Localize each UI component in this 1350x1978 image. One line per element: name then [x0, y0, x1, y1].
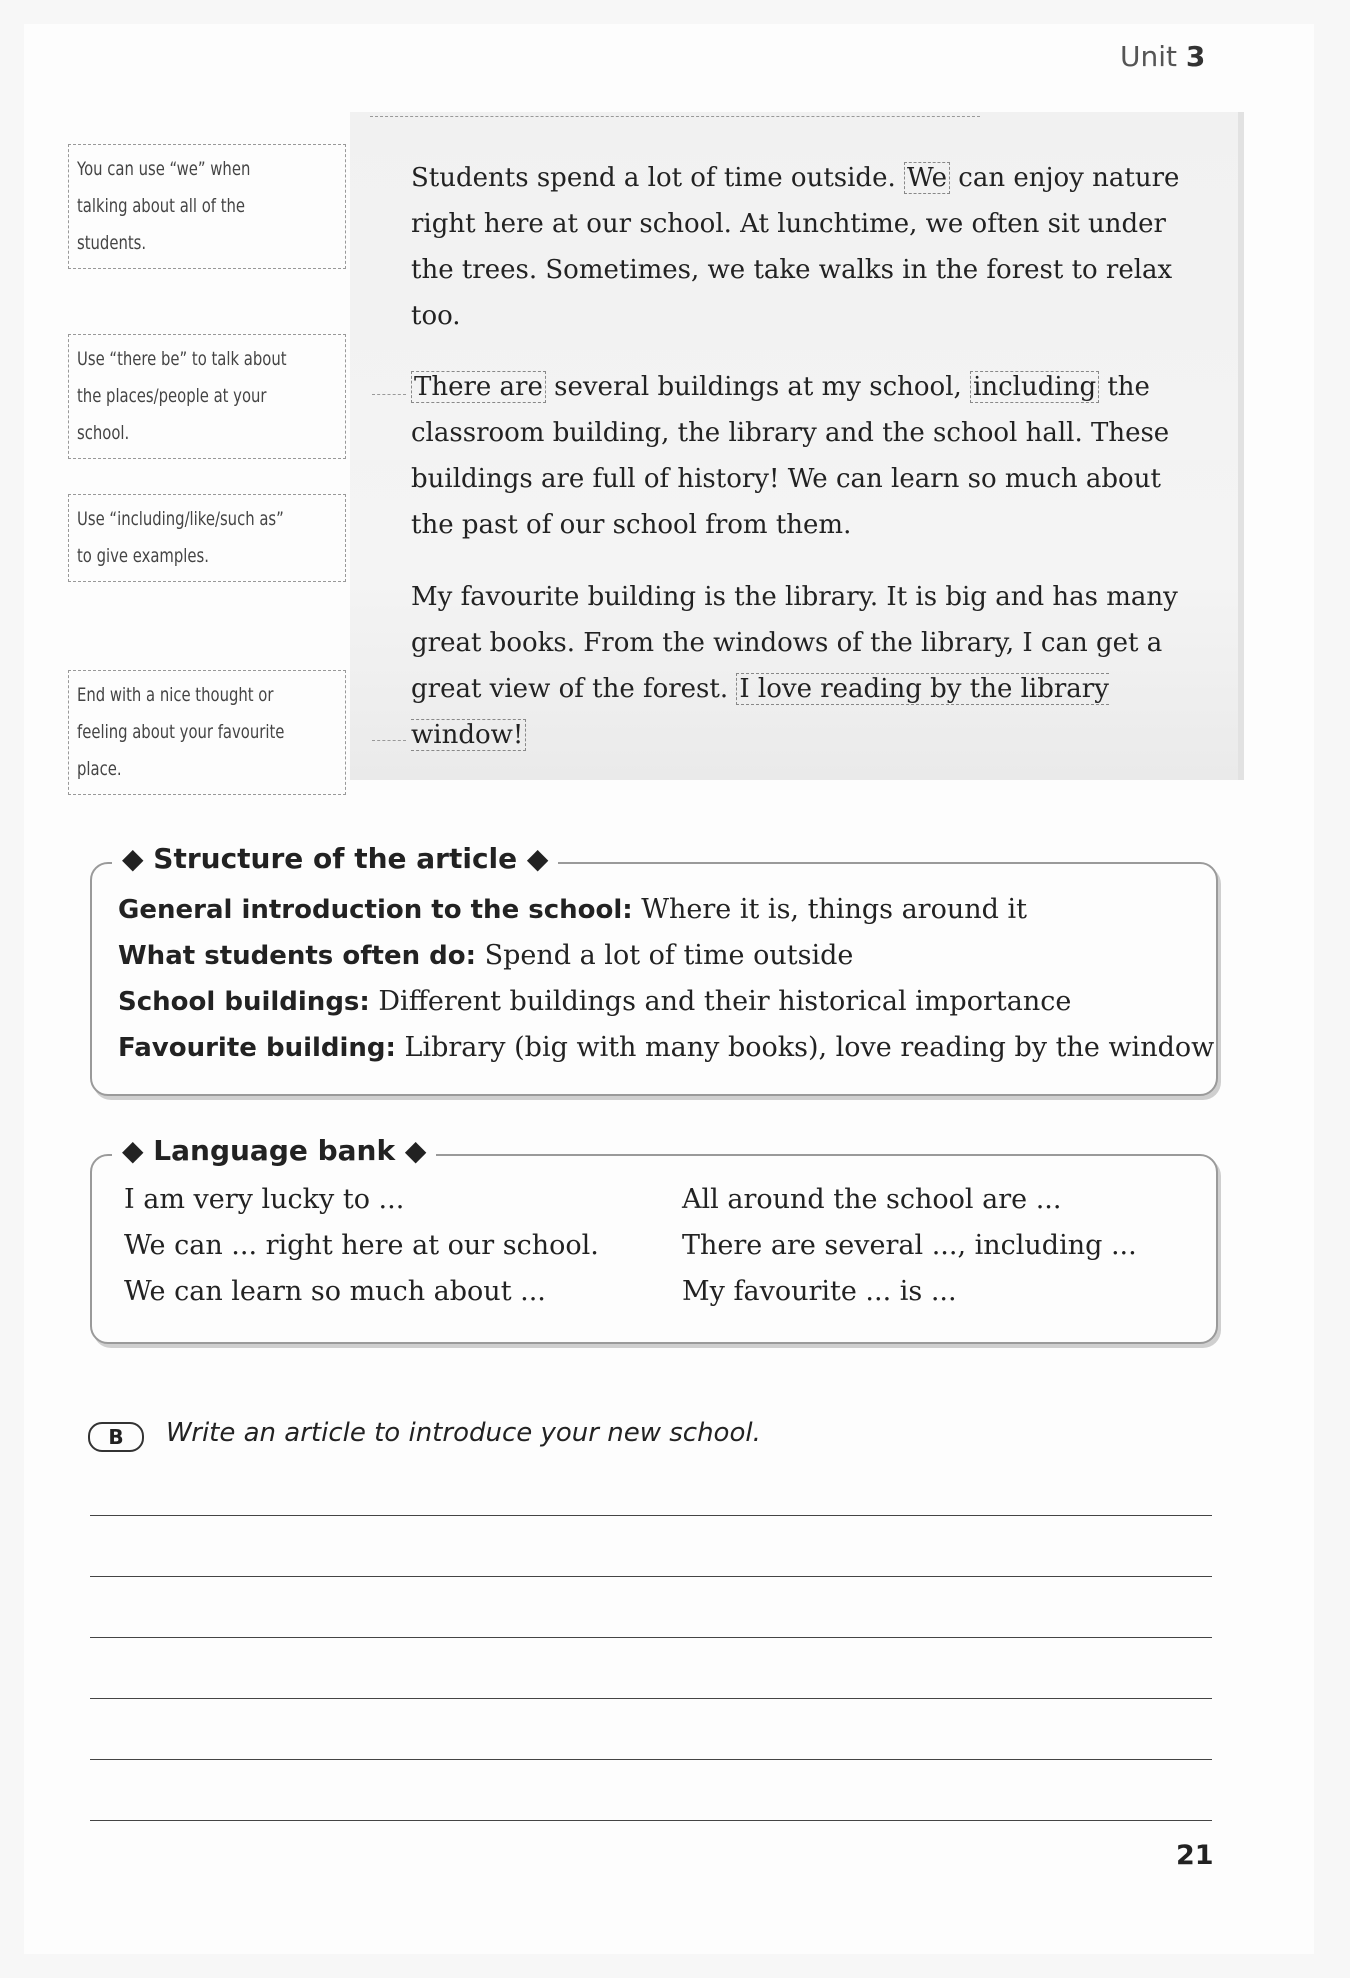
writing-line[interactable] — [90, 1637, 1212, 1638]
language-bank-phrase: We can learn so much about ... — [124, 1276, 546, 1307]
tip-box-we: You can use “we” when talking about all of the students. — [68, 144, 346, 269]
connector-line — [372, 394, 406, 395]
unit-label: Unit 3 — [1120, 40, 1206, 73]
structure-row: School buildings: Different buildings and their historical importance — [118, 986, 1072, 1017]
language-bank-box — [90, 1134, 1218, 1344]
structure-title: ◆ Structure of the article ◆ — [112, 842, 558, 875]
article-paragraph-2: There are several buildings at my school, including the classroom building, the library and the school hall. These buildings are full of history! We can learn so much about the past of our school from them. — [411, 372, 1170, 540]
writing-line[interactable] — [90, 1698, 1212, 1699]
page-number: 21 — [1176, 1840, 1214, 1871]
writing-line[interactable] — [90, 1515, 1212, 1516]
language-bank-phrase: All around the school are ... — [682, 1184, 1062, 1215]
language-bank-phrase: There are several ..., including ... — [682, 1230, 1137, 1261]
highlight-ending: I love reading by the library window! — [411, 674, 1109, 750]
structure-row: General introduction to the school: Where it is, things around it — [118, 894, 1027, 925]
writing-line[interactable] — [90, 1759, 1212, 1760]
task-b-badge: B — [88, 1422, 144, 1452]
language-bank-phrase: My favourite ... is ... — [682, 1276, 957, 1307]
writing-line[interactable] — [90, 1576, 1212, 1577]
structure-box — [90, 842, 1218, 1096]
article-paragraph-1: Students spend a lot of time outside. We can enjoy nature right here at our school. At lunchtime, we often sit under the trees. Sometimes, we take walks in the forest to relax too. — [411, 163, 1180, 331]
highlight-we: We — [904, 162, 950, 194]
language-bank-phrase: We can ... right here at our school. — [124, 1230, 599, 1261]
structure-row: What students often do: Spend a lot of time outside — [118, 940, 854, 971]
tip-box-ending: End with a nice thought or feeling about your favourite place. — [68, 670, 346, 795]
tip-box-including: Use “including/like/such as” to give examples. — [68, 494, 346, 582]
tip-box-there-be: Use “there be” to talk about the places/people at your school. — [68, 334, 346, 459]
structure-row: Favourite building: Library (big with many books), love reading by the window — [118, 1032, 1215, 1063]
language-bank-title: ◆ Language bank ◆ — [112, 1134, 436, 1167]
article-paragraph-3: My favourite building is the library. It is big and has many great books. From the windows of the library, I can get a great view of the forest. I love reading by the library window! — [411, 582, 1178, 750]
connector-line — [372, 740, 406, 741]
article-top-border — [370, 116, 980, 117]
language-bank-phrase: I am very lucky to ... — [124, 1184, 405, 1215]
task-b-instruction: Write an article to introduce your new school. — [166, 1418, 761, 1448]
highlight-including: including — [970, 371, 1099, 403]
highlight-there-are: There are — [411, 371, 546, 403]
writing-line[interactable] — [90, 1820, 1212, 1821]
